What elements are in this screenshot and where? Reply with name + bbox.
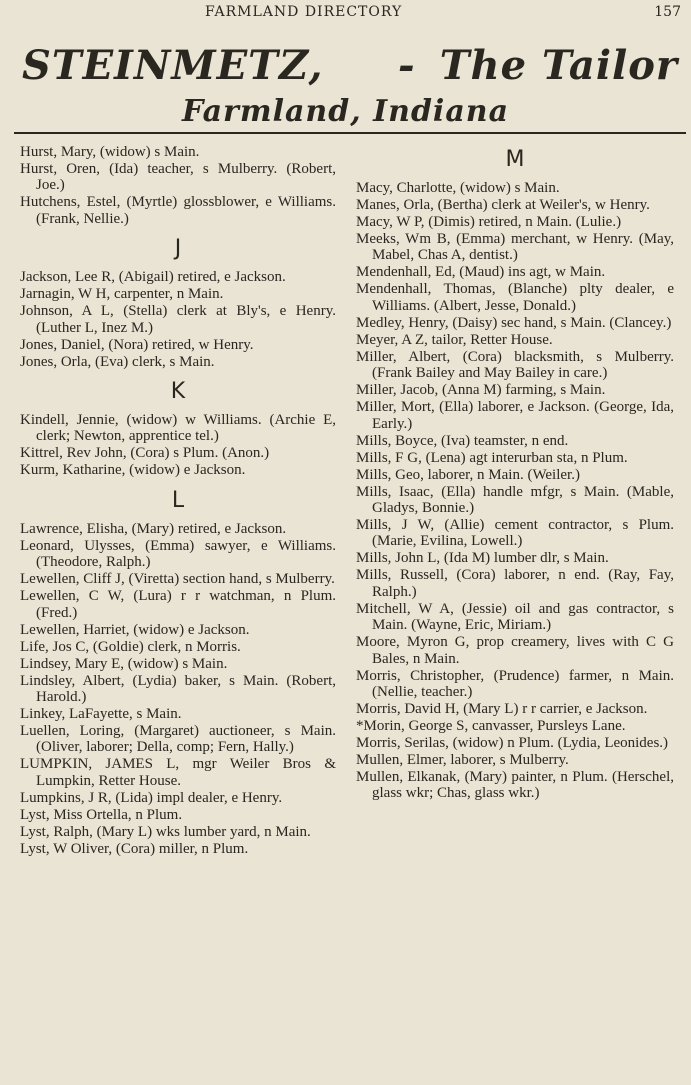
directory-entry: Linkey, LaFayette, s Main. xyxy=(20,706,182,723)
directory-entry: Lewellen, C W, (Lura) r r watchman, n Plum. (Fred.) xyxy=(20,588,336,621)
right-column xyxy=(356,144,674,802)
directory-entry: Lindsey, Mary E, (widow) s Main. xyxy=(20,655,228,672)
running-head xyxy=(0,4,691,24)
directory-entry: Miller, Albert, (Cora) blacksmith, s Mulberry. (Frank Bailey and May Bailey in care.) xyxy=(356,348,674,382)
directory-entry: Miller, Jacob, (Anna M) farming, s Main. xyxy=(356,382,606,399)
entries-k xyxy=(20,412,336,479)
directory-entry: Lawrence, Elisha, (Mary) retired, e Jackson. xyxy=(20,520,287,537)
entries-j xyxy=(20,269,336,370)
directory-entry: Mendenhall, Ed, (Maud) ins agt, w Main. xyxy=(356,264,606,281)
directory-entry: Morris, Serilas, (widow) n Plum. (Lydia, Leonides.) xyxy=(356,735,669,752)
banner-trade: The Tailor xyxy=(439,42,678,89)
section-letter-k: K xyxy=(170,379,186,405)
directory-entry: Mills, Geo, laborer, n Main. (Weiler.) xyxy=(356,466,580,483)
directory-entry: Lindsley, Albert, (Lydia) baker, s Main. (Robert, Harold.) xyxy=(20,672,336,706)
directory-entry: Manes, Orla, (Bertha) clerk at Weiler's, w Henry. xyxy=(356,197,650,213)
directory-entry: Kittrel, Rev John, (Cora) s Plum. (Anon.) xyxy=(20,445,270,462)
directory-entry: Mills, Isaac, (Ella) handle mfgr, s Main. (Mable, Gladys, Bonnie.) xyxy=(356,483,674,517)
directory-entry: Johnson, A L, (Stella) clerk at Bly's, e Henry. (Luther L, Inez M.) xyxy=(20,303,336,336)
directory-entry: Lyst, Ralph, (Mary L) wks lumber yard, n Main. xyxy=(20,823,311,840)
entries-l xyxy=(20,521,336,857)
entries-h xyxy=(20,144,336,227)
directory-entry: Macy, W P, (Dimis) retired, n Main. (Lulie.) xyxy=(356,214,622,230)
left-column xyxy=(20,144,336,858)
directory-entry: Jones, Orla, (Eva) clerk, s Main. xyxy=(20,353,215,370)
directory-entry: Mitchell, W A, (Jessie) oil and gas contractor, s Main. (Wayne, Eric, Miriam.) xyxy=(356,600,674,634)
directory-entry: Jackson, Lee R, (Abigail) retired, e Jackson. xyxy=(20,269,286,286)
directory-entry: Morris, David H, (Mary L) r r carrier, e Jackson. xyxy=(356,701,648,718)
directory-entry: Lyst, Miss Ortella, n Plum. xyxy=(20,806,183,823)
directory-entry: Hurst, Mary, (widow) s Main. xyxy=(20,144,200,160)
section-letter-l: L xyxy=(171,487,185,513)
page-number: 157 xyxy=(654,4,681,20)
directory-entry: Leonard, Ulysses, (Emma) sawyer, e Williams. (Theodore, Ralph.) xyxy=(20,537,336,571)
directory-entry: Hutchens, Estel, (Myrtle) glossblower, e Williams. (Frank, Nellie.) xyxy=(20,194,336,227)
directory-entry: Kindell, Jennie, (widow) w Williams. (Archie E, clerk; Newton, apprentice tel.) xyxy=(20,412,336,445)
directory-entry: Mills, John L, (Ida M) lumber dlr, s Main. xyxy=(356,550,609,567)
directory-entry: Lewellen, Cliff J, (Viretta) section hand, s Mulberry. xyxy=(20,571,335,588)
section-letter-m: M xyxy=(505,147,525,172)
directory-entry: Luellen, Loring, (Margaret) auctioneer, s Main. (Oliver, laborer; Della, comp; Fern, Hally.) xyxy=(20,723,336,756)
directory-entry: Kurm, Katharine, (widow) e Jackson. xyxy=(20,462,246,479)
banner-divider xyxy=(14,132,686,134)
directory-entry: Jarnagin, W H, carpenter, n Main. xyxy=(20,286,224,303)
directory-entry: Macy, Charlotte, (widow) s Main. xyxy=(356,180,560,196)
directory-entry: Hurst, Oren, (Ida) teacher, s Mulberry. (Robert, Joe.) xyxy=(20,161,336,194)
directory-entry: Mullen, Elmer, laborer, s Mulberry. xyxy=(356,752,569,769)
directory-entry: Morris, Christopher, (Prudence) farmer, n Main. (Nellie, teacher.) xyxy=(356,667,674,701)
directory-entry: Moore, Myron G, prop creamery, lives with C G Bales, n Main. xyxy=(356,634,674,667)
directory-entry: Lyst, W Oliver, (Cora) miller, n Plum. xyxy=(20,840,249,857)
directory-entry: Lumpkins, J R, (Lida) impl dealer, e Henry. xyxy=(20,789,283,806)
directory-entry: Mills, J W, (Allie) cement contractor, s Plum. (Marie, Evilina, Lowell.) xyxy=(356,517,674,550)
entries-m xyxy=(356,180,674,802)
running-head-title: FARMLAND DIRECTORY xyxy=(205,4,403,20)
directory-entry: Jones, Daniel, (Nora) retired, w Henry. xyxy=(20,336,254,353)
directory-entry: Mendenhall, Thomas, (Blanche) plty dealer, e Williams. (Albert, Jesse, Donald.) xyxy=(356,281,674,314)
directory-entry: *Morin, George S, canvasser, Pursleys Lane. xyxy=(356,718,626,735)
directory-entry: Miller, Mort, (Ella) laborer, e Jackson. (George, Ida, Early.) xyxy=(356,399,674,432)
section-letter-j: J xyxy=(174,236,182,262)
directory-entry: Lewellen, Harriet, (widow) e Jackson. xyxy=(20,621,250,638)
directory-entry: Meyer, A Z, tailor, Retter House. xyxy=(356,331,553,348)
directory-entry: Meeks, Wm B, (Emma) merchant, w Henry. (May, Mabel, Chas A, dentist.) xyxy=(356,231,674,264)
advertisement-banner xyxy=(18,38,678,94)
directory-entry: Medley, Henry, (Daisy) sec hand, s Main. (Clancey.) xyxy=(356,314,672,331)
directory-entry: Mills, Boyce, (Iva) teamster, n end. xyxy=(356,432,569,449)
directory-entry: Mills, Russell, (Cora) laborer, n end. (Ray, Fay, Ralph.) xyxy=(356,567,674,600)
directory-entry: Mullen, Elkanak, (Mary) painter, n Plum. (Herschel, glass wkr; Chas, glass wkr.) xyxy=(356,769,674,802)
directory-entry: Mills, F G, (Lena) agt interurban sta, n Plum. xyxy=(356,449,628,466)
banner-location: Farmland, Indiana xyxy=(181,94,510,129)
directory-entry: LUMPKIN, JAMES L, mgr Weiler Bros & Lumpkin, Retter House. xyxy=(20,756,336,789)
banner-dash: - xyxy=(398,42,415,89)
directory-entry: Life, Jos C, (Goldie) clerk, n Morris. xyxy=(20,638,241,655)
banner-name: STEINMETZ, xyxy=(22,42,324,89)
